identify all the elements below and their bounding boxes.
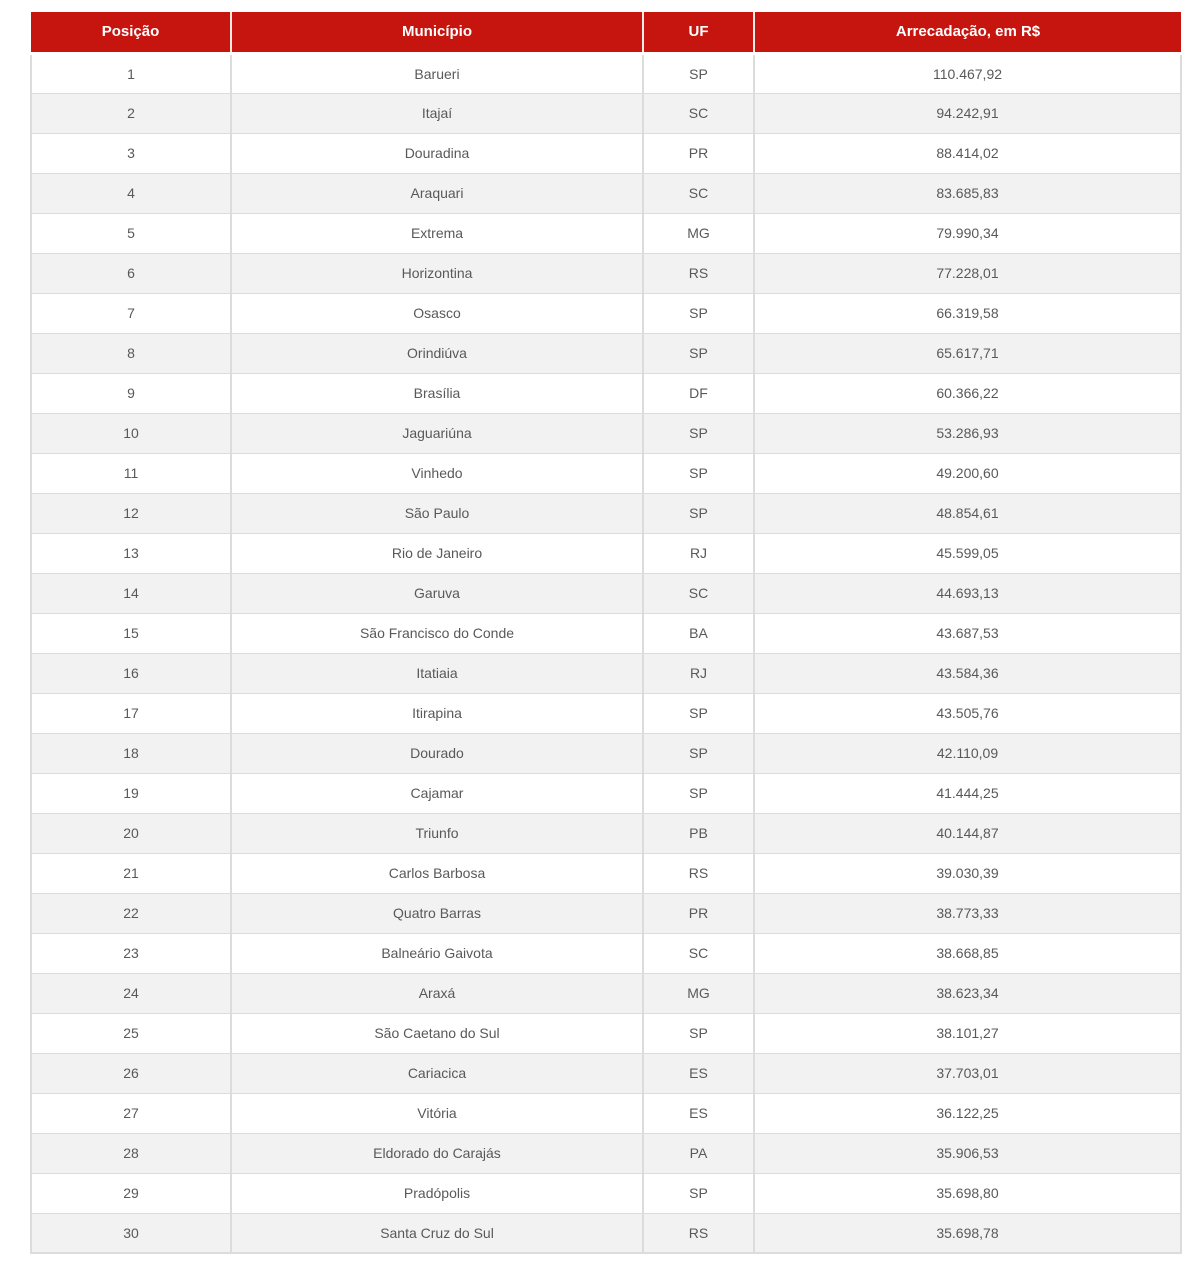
cell-uf: ES — [643, 1053, 754, 1093]
col-header-uf: UF — [643, 12, 754, 53]
cell-posicao: 27 — [31, 1093, 231, 1133]
cell-posicao: 6 — [31, 253, 231, 293]
cell-uf: SP — [643, 413, 754, 453]
cell-posicao: 12 — [31, 493, 231, 533]
cell-arrecadacao: 77.228,01 — [754, 253, 1181, 293]
cell-uf: SP — [643, 493, 754, 533]
cell-uf: PA — [643, 1133, 754, 1173]
cell-municipio: Orindiúva — [231, 333, 643, 373]
cell-uf: RS — [643, 853, 754, 893]
cell-posicao: 26 — [31, 1053, 231, 1093]
cell-uf: SP — [643, 453, 754, 493]
cell-arrecadacao: 45.599,05 — [754, 533, 1181, 573]
col-header-posicao: Posição — [31, 12, 231, 53]
cell-posicao: 28 — [31, 1133, 231, 1173]
table-row — [31, 1013, 1181, 1053]
table-row — [31, 733, 1181, 773]
table-row — [31, 293, 1181, 333]
cell-posicao: 23 — [31, 933, 231, 973]
cell-arrecadacao: 38.101,27 — [754, 1013, 1181, 1053]
cell-municipio: São Paulo — [231, 493, 643, 533]
table-row — [31, 1133, 1181, 1173]
cell-posicao: 8 — [31, 333, 231, 373]
ranking-table-container — [30, 12, 1180, 1254]
cell-arrecadacao: 79.990,34 — [754, 213, 1181, 253]
cell-posicao: 15 — [31, 613, 231, 653]
cell-posicao: 24 — [31, 973, 231, 1013]
table-row — [31, 1173, 1181, 1213]
cell-posicao: 16 — [31, 653, 231, 693]
cell-municipio: Itirapina — [231, 693, 643, 733]
cell-municipio: Cajamar — [231, 773, 643, 813]
cell-posicao: 1 — [31, 53, 231, 93]
cell-uf: SP — [643, 1173, 754, 1213]
cell-arrecadacao: 35.698,80 — [754, 1173, 1181, 1213]
table-row — [31, 573, 1181, 613]
cell-municipio: Cariacica — [231, 1053, 643, 1093]
cell-uf: RJ — [643, 653, 754, 693]
cell-posicao: 19 — [31, 773, 231, 813]
cell-arrecadacao: 38.623,34 — [754, 973, 1181, 1013]
table-row — [31, 1053, 1181, 1093]
cell-arrecadacao: 49.200,60 — [754, 453, 1181, 493]
cell-municipio: Santa Cruz do Sul — [231, 1213, 643, 1253]
cell-arrecadacao: 43.505,76 — [754, 693, 1181, 733]
table-row — [31, 533, 1181, 573]
cell-posicao: 2 — [31, 93, 231, 133]
ranking-table — [30, 12, 1182, 1254]
cell-uf: SP — [643, 773, 754, 813]
cell-arrecadacao: 37.703,01 — [754, 1053, 1181, 1093]
cell-posicao: 11 — [31, 453, 231, 493]
cell-municipio: São Caetano do Sul — [231, 1013, 643, 1053]
cell-arrecadacao: 53.286,93 — [754, 413, 1181, 453]
cell-municipio: Triunfo — [231, 813, 643, 853]
table-row — [31, 813, 1181, 853]
table-row — [31, 453, 1181, 493]
cell-arrecadacao: 43.584,36 — [754, 653, 1181, 693]
cell-municipio: Araquari — [231, 173, 643, 213]
table-row — [31, 1093, 1181, 1133]
table-row — [31, 213, 1181, 253]
cell-uf: SC — [643, 173, 754, 213]
col-header-municipio: Município — [231, 12, 643, 53]
cell-municipio: Extrema — [231, 213, 643, 253]
cell-posicao: 4 — [31, 173, 231, 213]
cell-uf: SP — [643, 293, 754, 333]
cell-arrecadacao: 41.444,25 — [754, 773, 1181, 813]
table-row — [31, 133, 1181, 173]
cell-arrecadacao: 35.698,78 — [754, 1213, 1181, 1253]
cell-arrecadacao: 43.687,53 — [754, 613, 1181, 653]
cell-arrecadacao: 42.110,09 — [754, 733, 1181, 773]
cell-uf: BA — [643, 613, 754, 653]
cell-uf: RS — [643, 1213, 754, 1253]
cell-posicao: 10 — [31, 413, 231, 453]
cell-posicao: 30 — [31, 1213, 231, 1253]
cell-municipio: Barueri — [231, 53, 643, 93]
cell-municipio: Rio de Janeiro — [231, 533, 643, 573]
table-body — [31, 53, 1181, 1253]
cell-arrecadacao: 65.617,71 — [754, 333, 1181, 373]
cell-posicao: 29 — [31, 1173, 231, 1213]
table-row — [31, 613, 1181, 653]
cell-municipio: Itatiaia — [231, 653, 643, 693]
cell-municipio: Carlos Barbosa — [231, 853, 643, 893]
cell-arrecadacao: 44.693,13 — [754, 573, 1181, 613]
table-row — [31, 773, 1181, 813]
cell-arrecadacao: 48.854,61 — [754, 493, 1181, 533]
cell-municipio: Balneário Gaivota — [231, 933, 643, 973]
cell-posicao: 20 — [31, 813, 231, 853]
cell-posicao: 17 — [31, 693, 231, 733]
cell-municipio: Vitória — [231, 1093, 643, 1133]
cell-uf: SP — [643, 733, 754, 773]
cell-uf: MG — [643, 213, 754, 253]
table-header — [31, 12, 1181, 53]
cell-arrecadacao: 36.122,25 — [754, 1093, 1181, 1133]
cell-arrecadacao: 60.366,22 — [754, 373, 1181, 413]
cell-municipio: Dourado — [231, 733, 643, 773]
table-row — [31, 493, 1181, 533]
cell-posicao: 25 — [31, 1013, 231, 1053]
cell-arrecadacao: 66.319,58 — [754, 293, 1181, 333]
cell-posicao: 5 — [31, 213, 231, 253]
table-row — [31, 373, 1181, 413]
cell-posicao: 14 — [31, 573, 231, 613]
cell-municipio: São Francisco do Conde — [231, 613, 643, 653]
table-row — [31, 413, 1181, 453]
cell-posicao: 9 — [31, 373, 231, 413]
table-row — [31, 973, 1181, 1013]
header-row — [31, 12, 1181, 53]
cell-municipio: Vinhedo — [231, 453, 643, 493]
cell-arrecadacao: 110.467,92 — [754, 53, 1181, 93]
cell-uf: RJ — [643, 533, 754, 573]
cell-uf: RS — [643, 253, 754, 293]
cell-posicao: 13 — [31, 533, 231, 573]
cell-uf: SP — [643, 333, 754, 373]
table-row — [31, 1213, 1181, 1253]
table-row — [31, 893, 1181, 933]
cell-uf: ES — [643, 1093, 754, 1133]
cell-municipio: Araxá — [231, 973, 643, 1013]
cell-arrecadacao: 83.685,83 — [754, 173, 1181, 213]
cell-municipio: Jaguariúna — [231, 413, 643, 453]
cell-posicao: 18 — [31, 733, 231, 773]
col-header-arrecadacao: Arrecadação, em R$ — [754, 12, 1181, 53]
cell-municipio: Itajaí — [231, 93, 643, 133]
table-row — [31, 693, 1181, 733]
cell-arrecadacao: 38.773,33 — [754, 893, 1181, 933]
cell-arrecadacao: 88.414,02 — [754, 133, 1181, 173]
cell-municipio: Eldorado do Carajás — [231, 1133, 643, 1173]
cell-arrecadacao: 40.144,87 — [754, 813, 1181, 853]
cell-uf: MG — [643, 973, 754, 1013]
cell-uf: SP — [643, 1013, 754, 1053]
cell-posicao: 21 — [31, 853, 231, 893]
cell-municipio: Horizontina — [231, 253, 643, 293]
table-row — [31, 253, 1181, 293]
cell-uf: PR — [643, 893, 754, 933]
table-row — [31, 173, 1181, 213]
cell-arrecadacao: 94.242,91 — [754, 93, 1181, 133]
table-row — [31, 933, 1181, 973]
cell-uf: SC — [643, 573, 754, 613]
cell-uf: SC — [643, 933, 754, 973]
table-row — [31, 53, 1181, 93]
cell-arrecadacao: 35.906,53 — [754, 1133, 1181, 1173]
cell-municipio: Quatro Barras — [231, 893, 643, 933]
cell-municipio: Brasília — [231, 373, 643, 413]
cell-uf: PB — [643, 813, 754, 853]
cell-municipio: Osasco — [231, 293, 643, 333]
cell-posicao: 7 — [31, 293, 231, 333]
cell-posicao: 22 — [31, 893, 231, 933]
cell-municipio: Garuva — [231, 573, 643, 613]
cell-uf: DF — [643, 373, 754, 413]
cell-uf: SP — [643, 53, 754, 93]
cell-arrecadacao: 38.668,85 — [754, 933, 1181, 973]
table-row — [31, 653, 1181, 693]
cell-uf: PR — [643, 133, 754, 173]
cell-uf: SC — [643, 93, 754, 133]
cell-municipio: Pradópolis — [231, 1173, 643, 1213]
cell-uf: SP — [643, 693, 754, 733]
table-row — [31, 93, 1181, 133]
table-row — [31, 333, 1181, 373]
cell-municipio: Douradina — [231, 133, 643, 173]
cell-posicao: 3 — [31, 133, 231, 173]
table-row — [31, 853, 1181, 893]
cell-arrecadacao: 39.030,39 — [754, 853, 1181, 893]
